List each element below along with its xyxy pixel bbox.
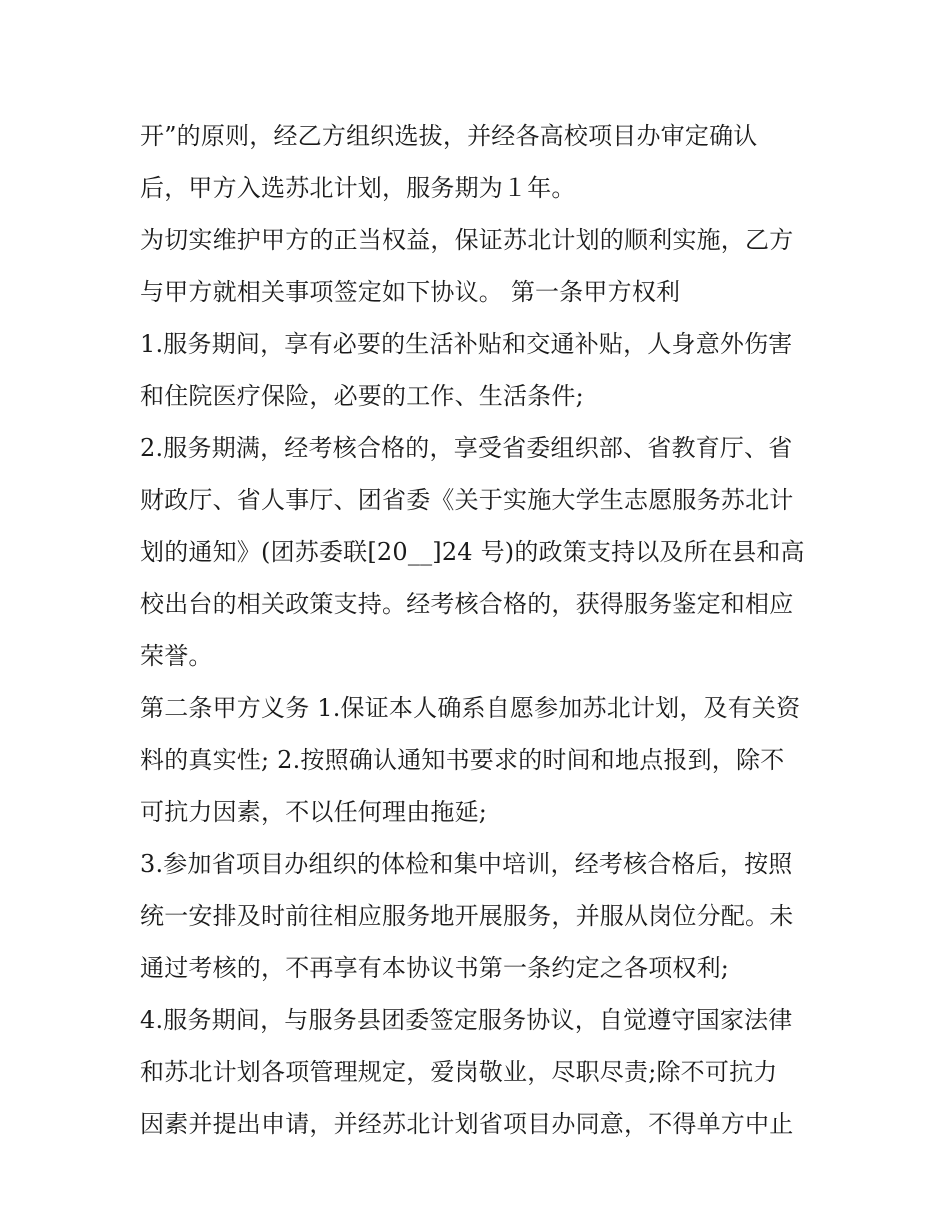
text-line: 第二条甲方义务 1.保证本人确系自愿参加苏北计划，及有关资 xyxy=(140,694,801,722)
text-line: 统一安排及时前往相应服务地开展服务，并服从岗位分配。未 xyxy=(140,902,794,930)
text-line: 财政厅、省人事厅、团省委《关于实施大学生志愿服务苏北计 xyxy=(140,486,794,514)
text-line: 为切实维护甲方的正当权益，保证苏北计划的顺利实施，乙方 xyxy=(140,226,794,254)
text-line: 和苏北计划各项管理规定，爱岗敬业，尽职尽责;除不可抗力 xyxy=(140,1058,778,1086)
text-line: 3.参加省项目办组织的体检和集中培训，经考核合格后，按照 xyxy=(140,850,793,878)
document-body xyxy=(140,110,820,1150)
text-line: 因素并提出申请，并经苏北计划省项目办同意，不得单方中止 xyxy=(140,1110,794,1138)
text-line: 2.服务期满，经考核合格的，享受省委组织部、省教育厅、省 xyxy=(140,434,793,462)
text-line: 荣誉。 xyxy=(140,642,213,670)
text-line: 料的真实性; 2.按照确认通知书要求的时间和地点报到，除不 xyxy=(140,746,785,774)
text-line: 通过考核的，不再享有本协议书第一条约定之各项权利; xyxy=(140,954,730,982)
text-line: 校出台的相关政策支持。经考核合格的，获得服务鉴定和相应 xyxy=(140,590,794,618)
text-line: 后，甲方入选苏北计划，服务期为１年。 xyxy=(140,174,576,202)
text-line: 4.服务期间，与服务县团委签定服务协议，自觉遵守国家法律 xyxy=(140,1006,793,1034)
text-line: 开”的原则，经乙方组织选拔，并经各高校项目办审定确认 xyxy=(140,122,758,150)
text-line: 划的通知》(团苏委联[20__]24 号)的政策支持以及所在县和高 xyxy=(140,538,805,566)
text-line: 与甲方就相关事项签定如下协议。 第一条甲方权利 xyxy=(140,278,681,306)
text-line: 和住院医疗保险，必要的工作、生活条件; xyxy=(140,382,584,410)
text-line: 1.服务期间，享有必要的生活补贴和交通补贴，人身意外伤害 xyxy=(140,330,793,358)
text-line: 可抗力因素，不以任何理由拖延; xyxy=(140,798,488,826)
